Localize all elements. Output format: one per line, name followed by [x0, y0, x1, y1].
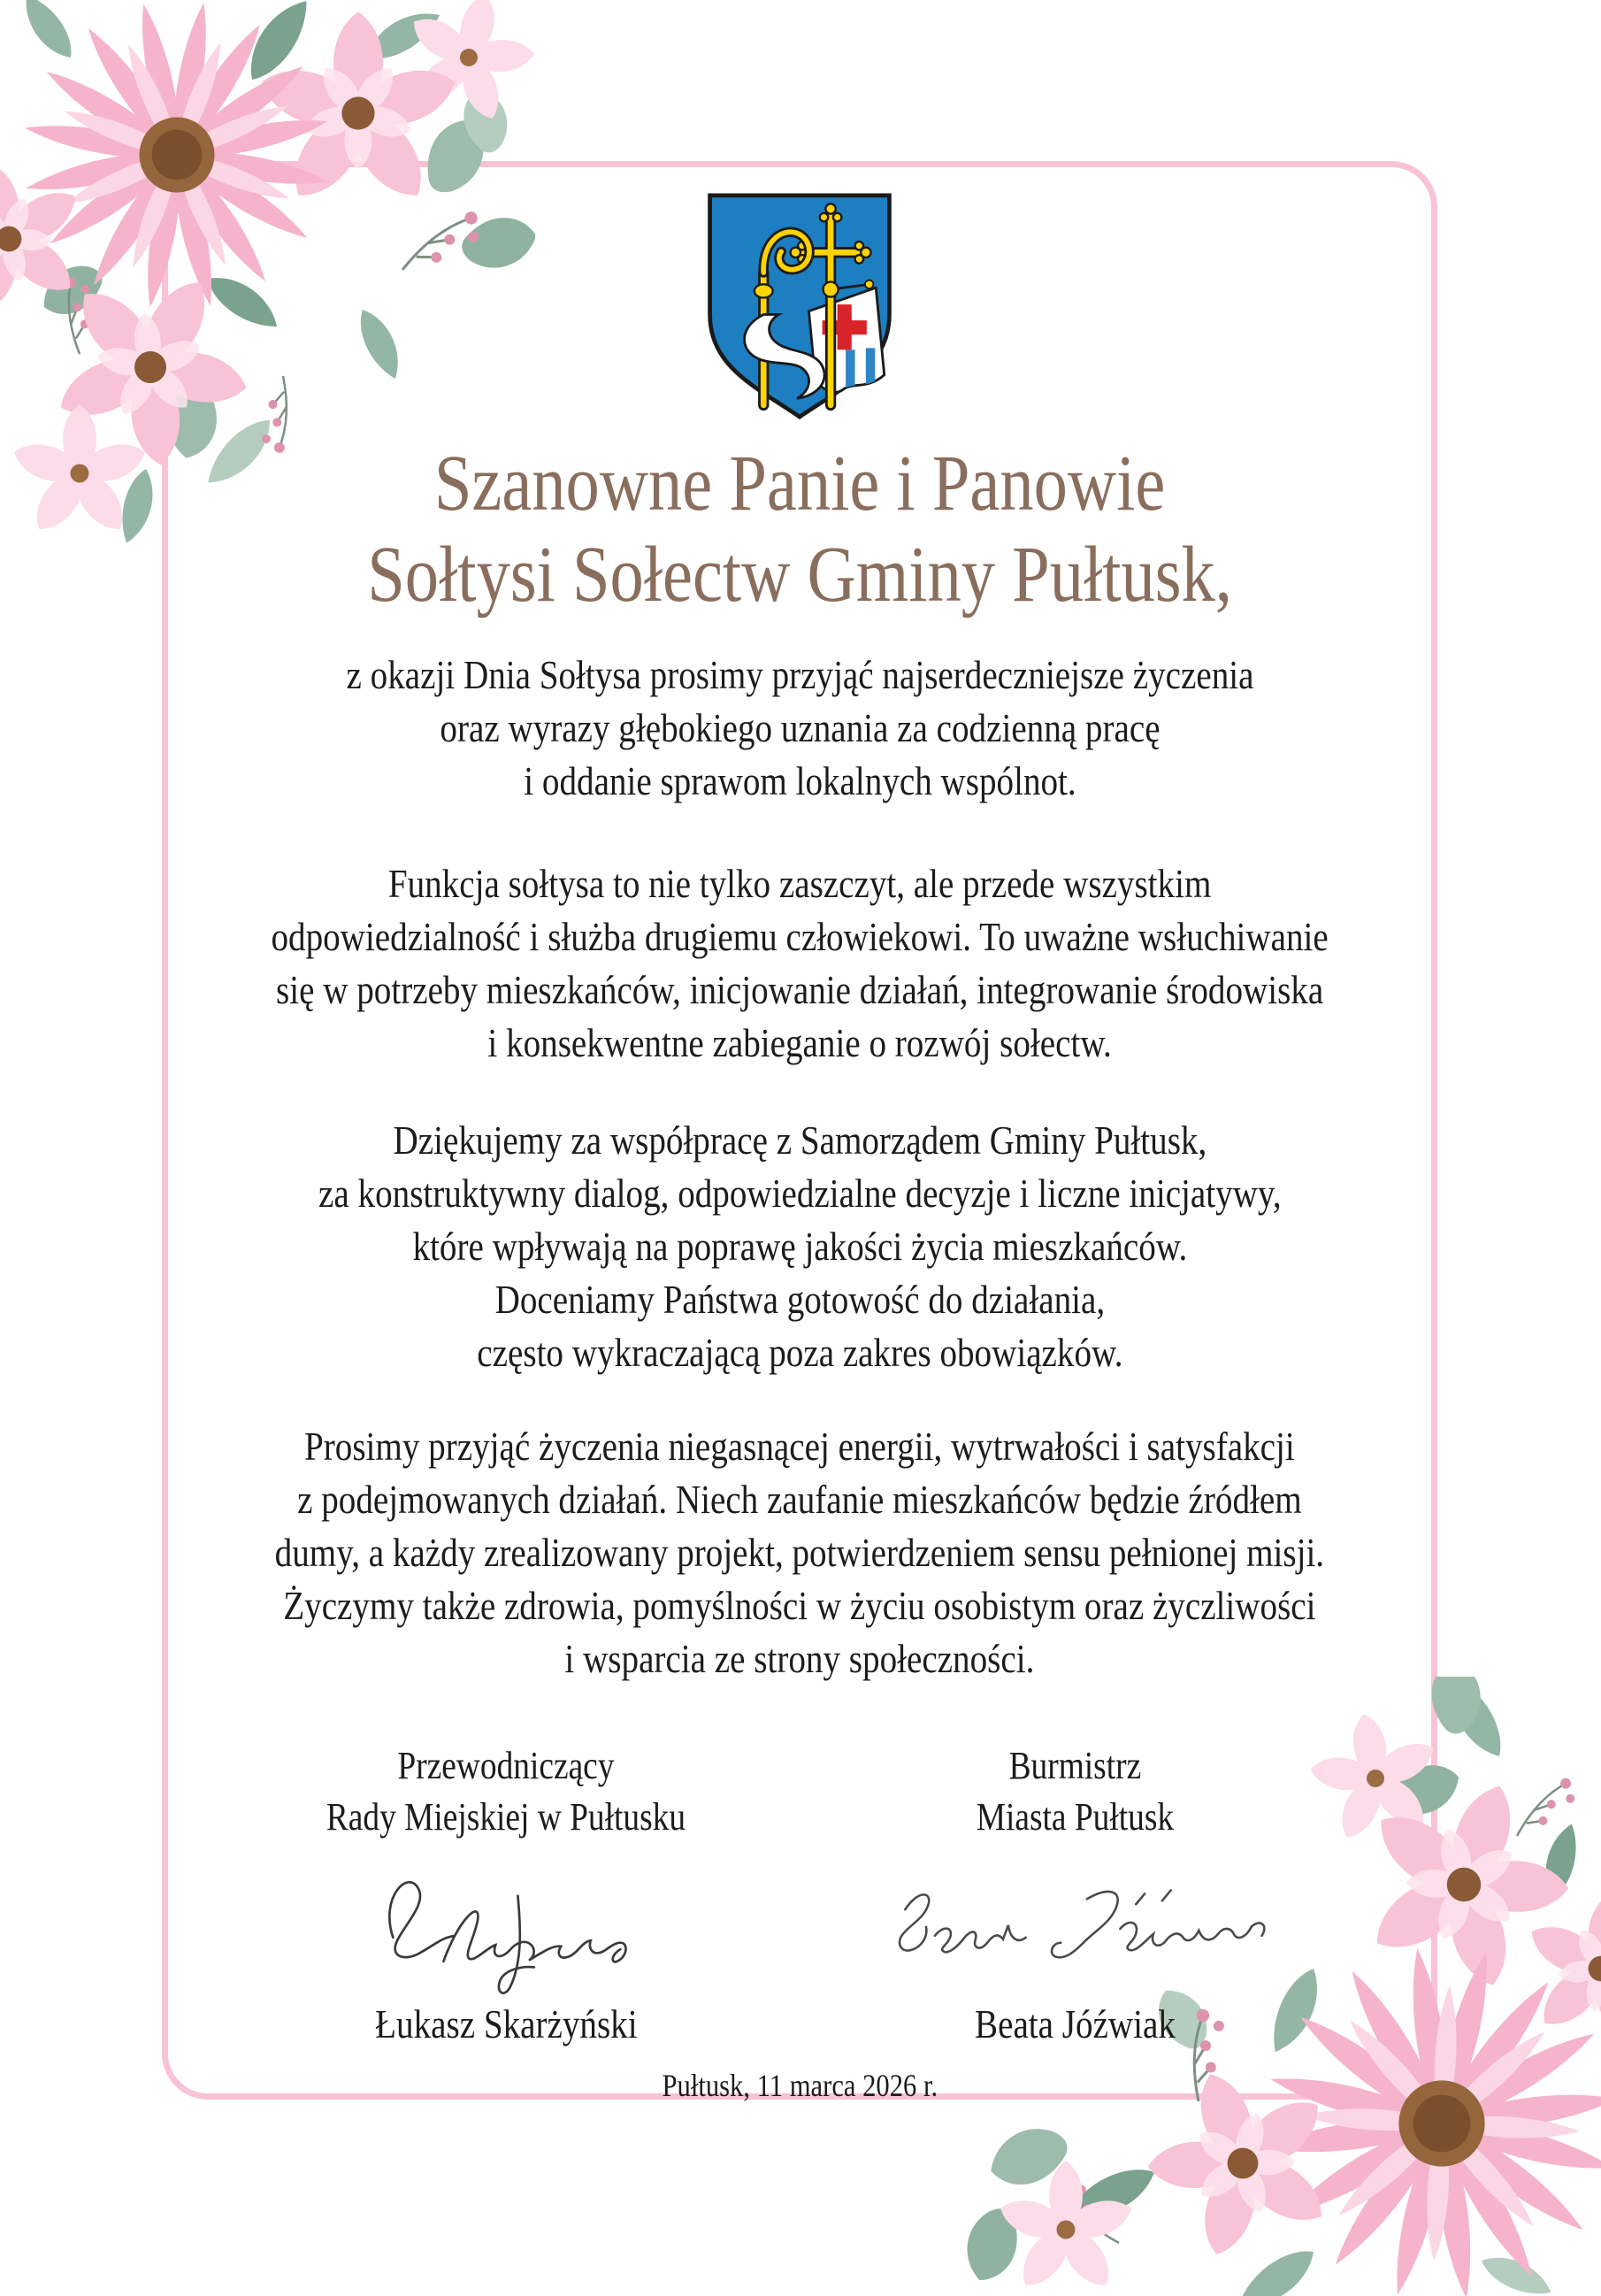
chairman-name: Łukasz Skarżyński: [375, 2001, 638, 2046]
signature-block-chairman: [162, 1740, 851, 2047]
paragraph-3: [318, 1114, 1282, 1379]
paragraph-line: za konstruktywny dialog, odpowiedzialne decyzje i liczne inicjatywy,: [318, 1171, 1282, 1216]
paragraph-line: dumy, a każdy zrealizowany projekt, potwierdzeniem sensu pełnionej misji.: [274, 1530, 1325, 1575]
paragraph-line: z podejmowanych działań. Niech zaufanie mieszkańców będzie źródłem: [297, 1477, 1302, 1522]
letter-content: [162, 0, 1437, 2104]
paragraph-4: [275, 1420, 1324, 1686]
paragraph-line: Dziękujemy za współpracę z Samorządem Gminy Pułtusk,: [393, 1117, 1206, 1163]
title-line-2: Sołtysi Sołectw Gminy Pułtusk,: [367, 531, 1232, 618]
paragraph-line: Funkcja sołtysa to nie tylko zaszczyt, ale przede wszystkim: [387, 861, 1212, 906]
paragraph-line: z okazji Dnia Sołtysa prosimy przyjąć najserdeczniejsze życzenia: [346, 652, 1253, 697]
role-line-1: Burmistrz: [1008, 1744, 1142, 1787]
chairman-signature-image: [338, 1848, 674, 1997]
mayor-name: Beata Jóźwiak: [975, 2001, 1176, 2046]
paragraph-line: Życzymy także zdrowia, pomyślności w życiu osobistym oraz życzliwości: [283, 1583, 1316, 1628]
mayor-signature-image: [871, 1848, 1278, 1997]
pultusk-coat-of-arms: [703, 188, 896, 424]
paragraph-line: odpowiedzialność i służba drugiemu człowiekowi. To uważne wsłuchiwanie: [271, 914, 1329, 959]
paragraph-line: oraz wyrazy głębokiego uznania za codzienną pracę: [439, 705, 1161, 750]
role-line-2: Miasta Pułtusk: [976, 1795, 1175, 1839]
signatory-role: [977, 1740, 1174, 1843]
title-line-1: Szanowne Panie i Panowie: [433, 440, 1166, 527]
role-line-1: Przewodniczący: [397, 1744, 615, 1787]
paragraph-line: Doceniamy Państwa gotowość do działania,: [494, 1277, 1105, 1322]
paragraph-line: i konsekwentne zabieganie o rozwój sołectw.: [487, 1020, 1112, 1065]
signature-row: [162, 1740, 1437, 2047]
paragraph-1: [346, 649, 1253, 808]
signature-block-mayor: [851, 1740, 1300, 2047]
dateline: Pułtusk, 11 marca 2026 r.: [662, 2068, 938, 2103]
paragraph-line: i wsparcia ze strony społeczności.: [564, 1636, 1035, 1681]
paragraph-line: i oddanie sprawom lokalnych wspólnot.: [523, 758, 1076, 803]
signatory-role: [326, 1740, 686, 1843]
paragraph-2: [271, 857, 1328, 1070]
paragraph-line: Prosimy przyjąć życzenia niegasnącej energii, wytrwałości i satysfakcji: [304, 1424, 1295, 1469]
page-title: [367, 438, 1232, 620]
paragraph-line: które wpływają na poprawę jakości życia mieszkańców.: [412, 1224, 1187, 1269]
paragraph-line: się w potrzeby mieszkańców, inicjowanie działań, integrowanie środowiska: [275, 967, 1324, 1012]
paragraph-line: często wykraczającą poza zakres obowiązków.: [476, 1330, 1123, 1375]
role-line-2: Rady Miejskiej w Pułtusku: [326, 1795, 686, 1839]
